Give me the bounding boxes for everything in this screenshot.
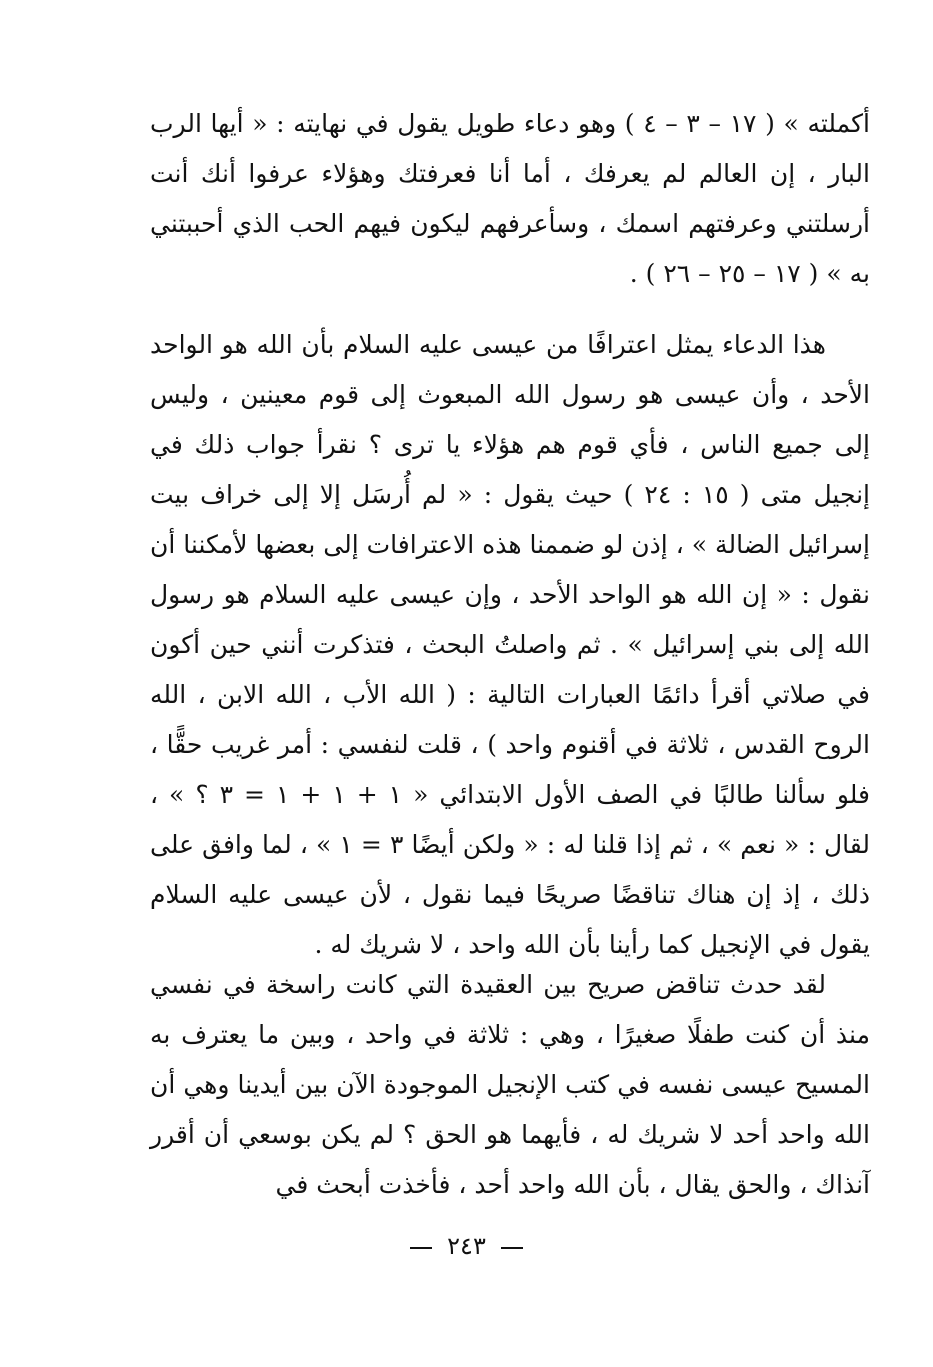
- page-number-text: ٢٤٣: [447, 1232, 486, 1260]
- page-number-dash-left: [410, 1247, 432, 1249]
- paragraph-1-text: أكملته » ( ١٧ – ٣ – ٤ ) وهو دعاء طويل يقول في نهايته : « أيها الرب البار ، إن العالم لم يعرفك ، أما أنا فعرفتك وهؤلاء عرفوا أنك أنت أرسلتني وعرفتهم اسمك ، وسأعرفهم ليكون فيهم الحب الذي أحببتني به » ( ١٧ – ٢٥ – ٢٦ ) .: [150, 109, 870, 288]
- paragraph-1: [150, 99, 870, 299]
- paragraph-3: [150, 960, 870, 1210]
- page-number: [0, 1232, 933, 1260]
- paragraph-2: [150, 320, 870, 970]
- paragraph-3-text: لقد حدث تناقض صريح بين العقيدة التي كانت راسخة في نفسي منذ أن كنت طفلًا صغيرًا ، وهي : ثلاثة في واحد ، وبين ما يعترف به المسيح عيسى نفسه في كتب الإنجيل الموجودة الآن بين أيدينا وهي أن الله واحد أحد لا شريك له ، فأيهما هو الحق ؟ لم يكن بوسعي أن أقرر آنذاك ، والحق يقال ، بأن الله واحد أحد ، فأخذت أبحث في: [150, 970, 870, 1199]
- page-number-dash-right: [501, 1247, 523, 1249]
- paragraph-2-text: هذا الدعاء يمثل اعترافًا من عيسى عليه السلام بأن الله هو الواحد الأحد ، وأن عيسى هو رسول الله المبعوث إلى قوم معينين ، وليس إلى جميع الناس ، فأي قوم هم هؤلاء يا ترى ؟ نقرأ جواب ذلك في إنجيل متى ( ١٥ : ٢٤ ) حيث يقول : « لم أُرسَل إلا إلى خراف بيت إسرائيل الضالة » ، إذن لو ضممنا هذه الاعترافات إلى بعضها لأمكننا أن نقول : « إن الله هو الواحد الأحد ، وإن عيسى عليه السلام هو رسول الله إلى بني إسرائيل » . ثم واصلتُ البحث ، فتذكرت أنني حين أكون في صلاتي أقرأ دائمًا العبارات التالية : ( الله الأب ، الله الابن ، الله الروح القدس ، ثلاثة في أقنوم واحد ) ، قلت لنفسي : أمر غريب حقًّا ، فلو سألنا طالبًا في الصف الأول الابتدائي « ١ + ١ + ١ = ٣ ؟ » ، لقال : « نعم » ، ثم إذا قلنا له : « ولكن أيضًا ٣ = ١ » ، لما وافق على ذلك ، إذ إن هناك تناقضًا صريحًا فيما نقول ، لأن عيسى عليه السلام يقول في الإنجيل كما رأينا بأن الله واحد ، لا شريك له .: [150, 330, 871, 959]
